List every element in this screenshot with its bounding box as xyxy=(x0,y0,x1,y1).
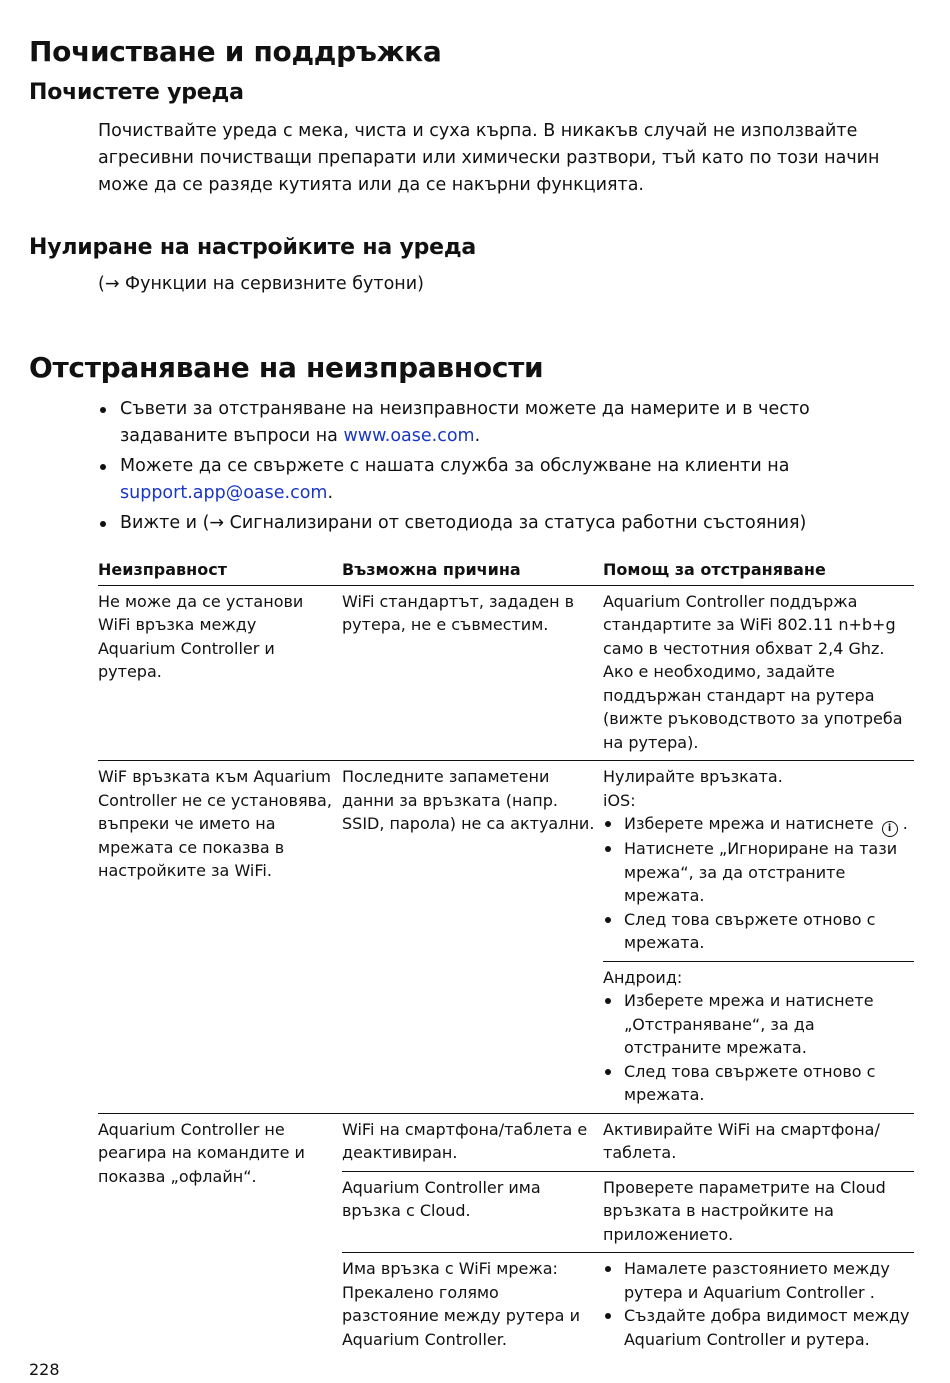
help-cell: Проверете параметрите на Cloud връзката в настройките на приложението. xyxy=(603,1177,886,1244)
cause-cell: WiFi стандартът, зададен в рутера, не е съвместим. xyxy=(342,591,575,634)
page-number: 228 xyxy=(29,1360,60,1379)
help-cell xyxy=(603,1253,914,1357)
ios-instructions: Нулирайте връзката. iOS: Изберете мрежа и натиснете i . Натиснете „Игнориране на тази мрежа“, за да отстраните мрежата. След това свържете отново с мрежата. xyxy=(603,761,914,961)
info-icon: i xyxy=(882,821,898,837)
reset-text: (→ Функции на сервизните бутони) xyxy=(98,274,424,294)
page-title: Почистване и поддръжка xyxy=(29,35,442,68)
cause-help-pair xyxy=(342,1171,914,1253)
header-cause: Възможна причина xyxy=(342,560,521,579)
table-header xyxy=(98,556,914,586)
android-instructions: Андроид: Изберете мрежа и натиснете „Отстраняване“, за да отстраните мрежата. След това свържете отново с мрежата. xyxy=(603,961,914,1113)
fault-cell: WiF връзката към Aquarium Controller не се установява, въпреки че името на мрежата се показва в настройките за WiFi. xyxy=(98,767,332,880)
reset-heading: Нулиране на настройките на уреда xyxy=(29,235,477,260)
list-item: Създайте добра видимост между Aquarium Controller и рутера. xyxy=(603,1304,914,1351)
list-item: След това свържете отново с мрежата. xyxy=(603,908,914,955)
help-cell: Aquarium Controller поддържа стандартите за WiFi 802.11 n+b+g само в честотния обхват 2,4 Ghz. Ако е необходимо, задайте поддържан стандарт на рутера (вижте ръководството за употреба на рутера). xyxy=(603,591,903,752)
header-fault: Неизправност xyxy=(98,560,227,579)
list-item: Намалете разстоянието между рутера и Aquarium Controller . xyxy=(603,1257,914,1304)
cause-cell: Aquarium Controller има връзка с Cloud. xyxy=(342,1177,541,1220)
clean-heading: Почистете уреда xyxy=(29,80,244,105)
cause-help-pair xyxy=(342,1114,914,1171)
table-row xyxy=(98,1114,914,1358)
list-item: Натиснете „Игнориране на тази мрежа“, за да отстраните мрежата. xyxy=(603,837,914,908)
troubleshooting-table xyxy=(98,556,914,1357)
clean-text: Почиствайте уреда с мека, чиста и суха кърпа. В никакъв случай не използвайте агресивни почистващи препарати или химически разтвори, тъй като по този начин може да се разяде кутията или да се накърни функцията. xyxy=(98,121,880,195)
help-cell xyxy=(603,761,914,1113)
cause-help-pair xyxy=(342,1252,914,1357)
header-help: Помощ за отстраняване xyxy=(603,560,826,579)
list-item: Можете да се свържете с нашата служба за обслужване на клиенти на support.app@oase.com. xyxy=(98,453,906,507)
cause-cell: WiFi на смартфона/таблета е деактивиран. xyxy=(342,1119,588,1162)
cause-cell: Последните запаметени данни за връзката (напр. SSID, парола) не са актуални. xyxy=(342,767,595,833)
oase-website-link[interactable]: www.oase.com xyxy=(343,426,475,446)
support-email-link[interactable]: support.app@oase.com xyxy=(120,483,328,503)
fault-cell: Не може да се установи WiFi връзка между Aquarium Controller и рутера. xyxy=(98,591,304,681)
table-row xyxy=(98,761,914,1114)
table-row xyxy=(98,586,914,762)
troubleshooting-title: Отстраняване на неизправности xyxy=(29,351,544,384)
fault-cell: Aquarium Controller не реагира на командите и показва „офлайн“. xyxy=(98,1119,305,1186)
list-item: След това свържете отново с мрежата. xyxy=(603,1060,914,1107)
list-item: Вижте и (→ Сигнализирани от светодиода за статуса работни състояния) xyxy=(98,510,906,537)
help-cell: Активирайте WiFi на смартфона/таблета. xyxy=(603,1119,880,1162)
list-item: Изберете мрежа и натиснете „Отстраняване“, за да отстраните мрежата. xyxy=(603,989,914,1060)
cause-cell: Има връзка с WiFi мрежа: Прекалено голямо разстояние между рутера и Aquarium Controller. xyxy=(342,1259,580,1349)
troubleshooting-list xyxy=(98,396,906,540)
list-item: Изберете мрежа и натиснете i . xyxy=(603,812,914,837)
list-item: Съвети за отстраняване на неизправности можете да намерите и в често задаваните въпроси на www.oase.com. xyxy=(98,396,906,450)
